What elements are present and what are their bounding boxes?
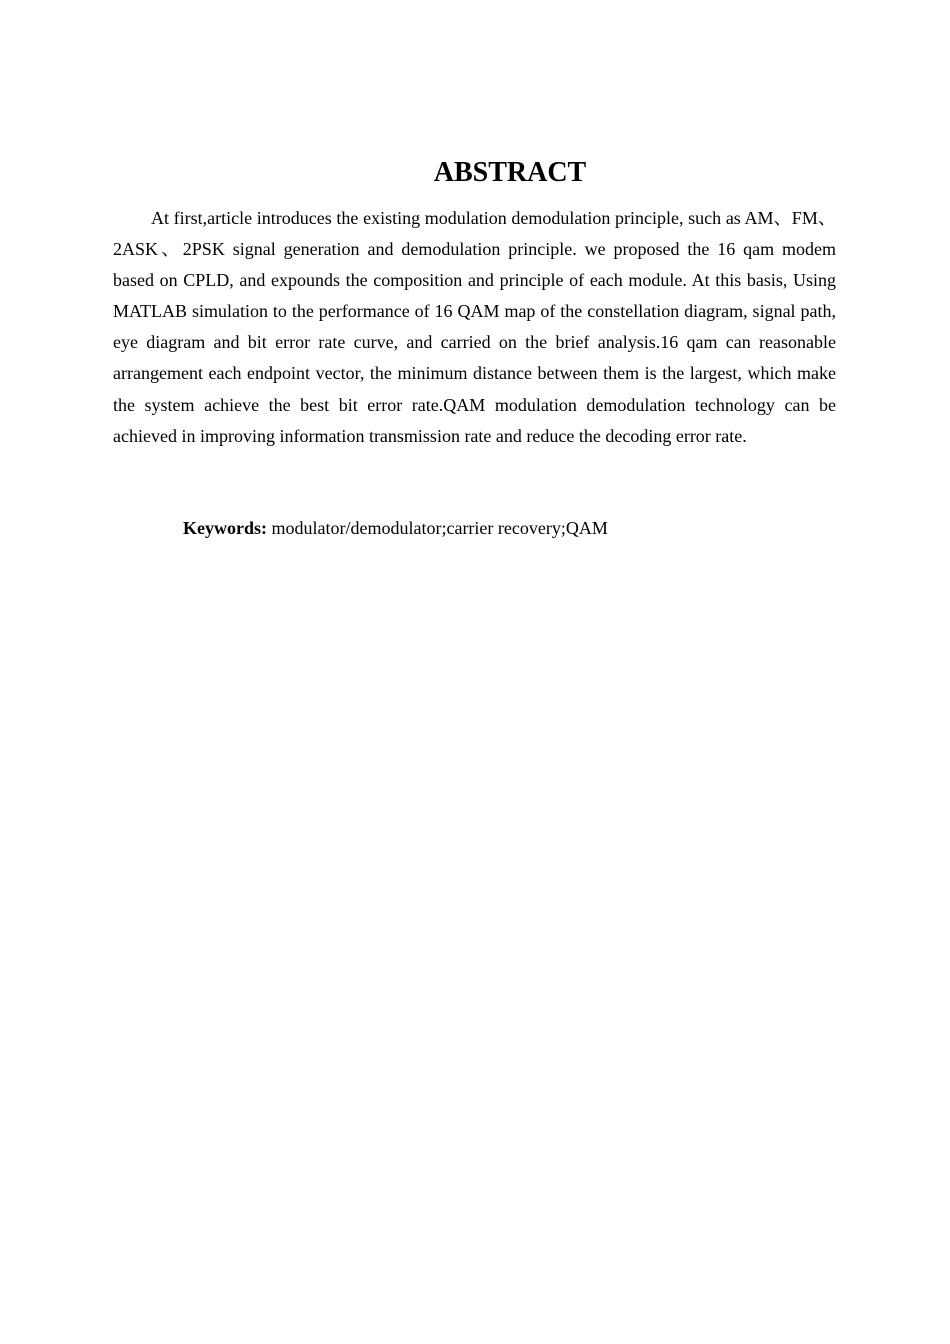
keywords-label: Keywords: <box>183 518 267 538</box>
keywords-value: modulator/demodulator;carrier recovery;QAM <box>271 518 608 538</box>
abstract-title: ABSTRACT <box>433 157 587 188</box>
abstract-body: At first,article introduces the existing modulation demodulation principle, such as AM、FM、2ASK、2PSK signal generation and demodulation principle. we proposed the 16 qam modem based on CPLD, and expounds the composition and principle of each module. At this basis, Using MATLAB simulation to the performance of 16 QAM map of the constellation diagram, signal path, eye diagram and bit error rate curve, and carried on the brief analysis.16 qam can reasonable arrangement each endpoint vector, the minimum distance between them is the largest, which make the system achieve the best bit error rate.QAM modulation demodulation technology can be achieved in improving information transmission rate and reduce the decoding error rate. <box>113 208 836 446</box>
keywords-line <box>183 513 833 544</box>
